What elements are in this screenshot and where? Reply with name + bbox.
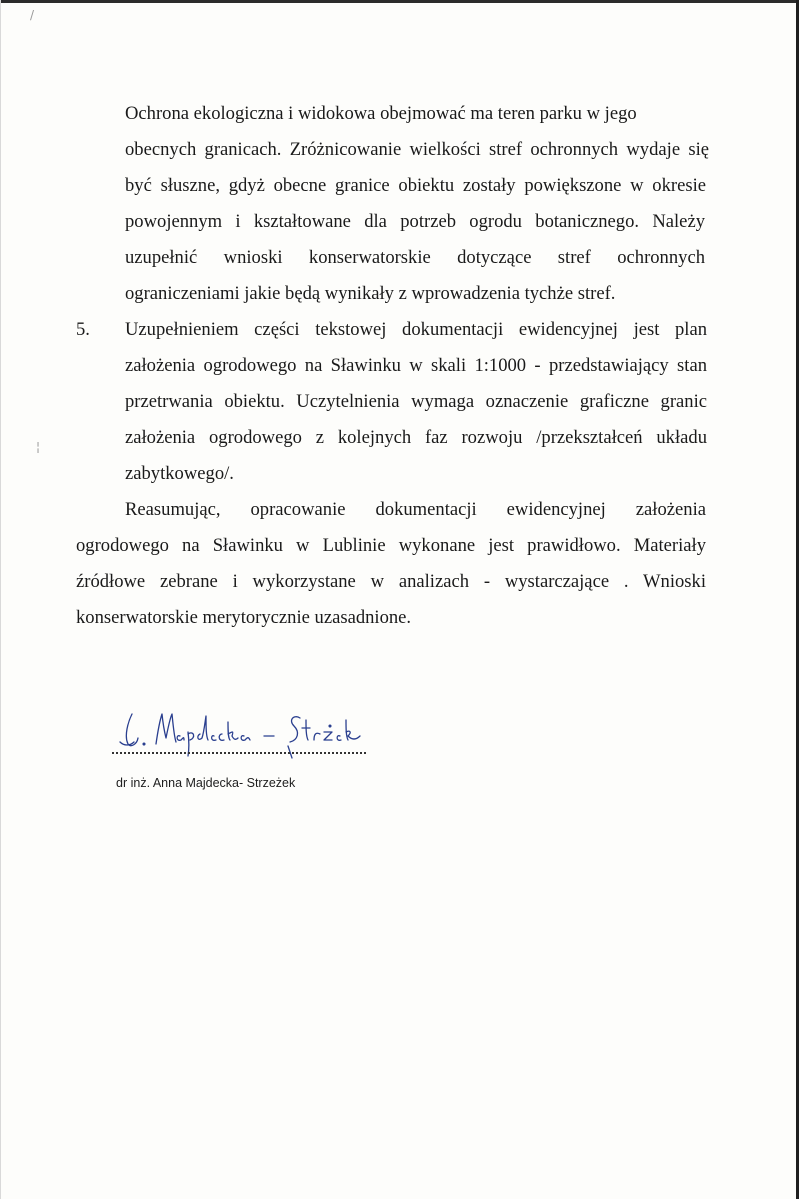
summary-line: ogrodowego na Sławinku w Lublinie wykonane jest prawidłowo. Materiały [76, 535, 706, 556]
scan-edge-left [0, 0, 1, 1199]
paragraph-line: ograniczeniami jakie będą wynikały z wprowadzenia tychże stref. [125, 283, 616, 304]
summary-line: Reasumując, opracowanie dokumentacji ewidencyjnej założenia [125, 499, 706, 520]
paragraph-line: powojennym i kształtowane dla potrzeb ogrodu botanicznego. Należy [125, 211, 705, 232]
signature-dotted-line [112, 752, 366, 754]
list-item-line: przetrwania obiektu. Uczytelnienia wymaga oznaczenie graficzne granic [125, 391, 707, 412]
signer-printed-name: dr inż. Anna Majdecka- Strzeżek [116, 776, 296, 790]
paragraph-line: Ochrona ekologiczna i widokowa obejmować ma teren parku w jego [125, 103, 637, 124]
paragraph-line: uzupełnić wnioski konserwatorskie dotyczące stref ochronnych [125, 247, 705, 268]
summary-line: źródłowe zebrane i wykorzystane w analizach - wystarczające . Wnioski [76, 571, 706, 592]
list-item-line: zabytkowego/. [125, 463, 234, 484]
list-item-line: założenia ogrodowego z kolejnych faz rozwoju /przekształceń układu [125, 427, 707, 448]
list-item-number: 5. [76, 319, 90, 340]
paragraph-line: być słuszne, gdyż obecne granice obiektu zostały powiększone w okresie [125, 175, 706, 196]
paragraph-line: obecnych granicach. Zróżnicowanie wielkości stref ochronnych wydaje się [125, 139, 709, 160]
scan-edge-top [0, 0, 799, 3]
margin-mark-top: / [30, 8, 35, 22]
margin-mark-left: ¦ [36, 440, 41, 454]
list-item-line: założenia ogrodowego na Sławinku w skali 1:1000 - przedstawiający stan [125, 355, 707, 376]
handwritten-signature [110, 700, 390, 760]
list-item-line: Uzupełnieniem części tekstowej dokumentacji ewidencyjnej jest plan [125, 319, 707, 340]
summary-line: konserwatorskie merytorycznie uzasadnione. [76, 607, 412, 628]
